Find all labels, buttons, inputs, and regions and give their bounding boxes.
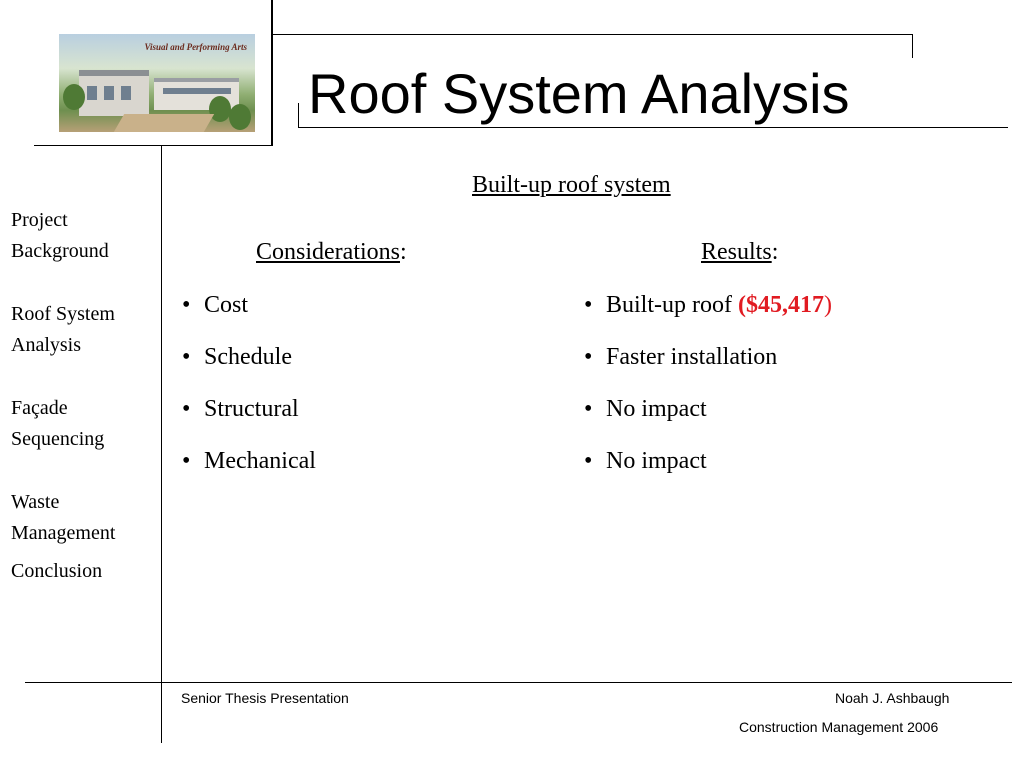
project-logo-image (59, 34, 255, 132)
title-bottom-tick (298, 103, 299, 128)
list-item: • No impact (584, 448, 707, 474)
title-top-rule (271, 34, 913, 35)
footer-department: Construction Management 2006 (739, 719, 939, 735)
list-item: • Faster installation (584, 344, 778, 370)
sidebar-item-label: Façade (11, 397, 68, 419)
section-subtitle: Built-up roof system (472, 172, 671, 198)
sidebar-item-label: Conclusion (11, 560, 103, 582)
logo-caption: Visual and Performing Arts (144, 42, 247, 52)
sidebar-item-label: Analysis (11, 334, 81, 356)
results-heading-text: Results (701, 239, 772, 265)
sidebar-item-label: Background (11, 240, 109, 262)
footer-author-name: Noah J. Ashbaugh (835, 690, 950, 706)
sidebar-item-project-background[interactable] (11, 205, 159, 267)
considerations-list (182, 289, 316, 497)
title-top-tick (912, 34, 913, 58)
considerations-heading: Considerations: (256, 239, 407, 265)
sidebar-item-label: Waste (11, 491, 60, 513)
header-vertical-rule (271, 0, 273, 146)
sidebar-item-label: Roof System (11, 303, 115, 325)
considerations-heading-text: Considerations (256, 239, 400, 265)
footer-rule (25, 682, 1012, 683)
sidebar-item-waste-management[interactable] (11, 487, 159, 549)
results-heading: Results: (701, 239, 779, 265)
sidebar-item-label: Management (11, 522, 116, 544)
slide-title: Roof System Analysis (308, 62, 850, 125)
list-item: • Mechanical (182, 448, 316, 474)
sidebar-item-label: Sequencing (11, 428, 105, 450)
results-list (584, 289, 832, 497)
footer-presentation-label: Senior Thesis Presentation (181, 690, 349, 706)
cost-highlight: ($45,417 (738, 292, 824, 318)
list-item: • Built-up roof ($45,417) (584, 292, 832, 318)
sidebar-item-roof-system-analysis[interactable] (11, 299, 159, 361)
list-item: • Cost (182, 292, 249, 318)
sidebar-nav (11, 205, 159, 619)
list-item: • Schedule (182, 344, 292, 370)
sidebar-item-conclusion[interactable] (11, 556, 159, 587)
sidebar-item-facade-sequencing[interactable] (11, 393, 159, 455)
list-item: • Structural (182, 396, 299, 422)
list-item: • No impact (584, 396, 707, 422)
sidebar-divider (161, 146, 162, 743)
header-horizontal-rule (34, 145, 273, 146)
sidebar-item-label: Project (11, 209, 68, 231)
